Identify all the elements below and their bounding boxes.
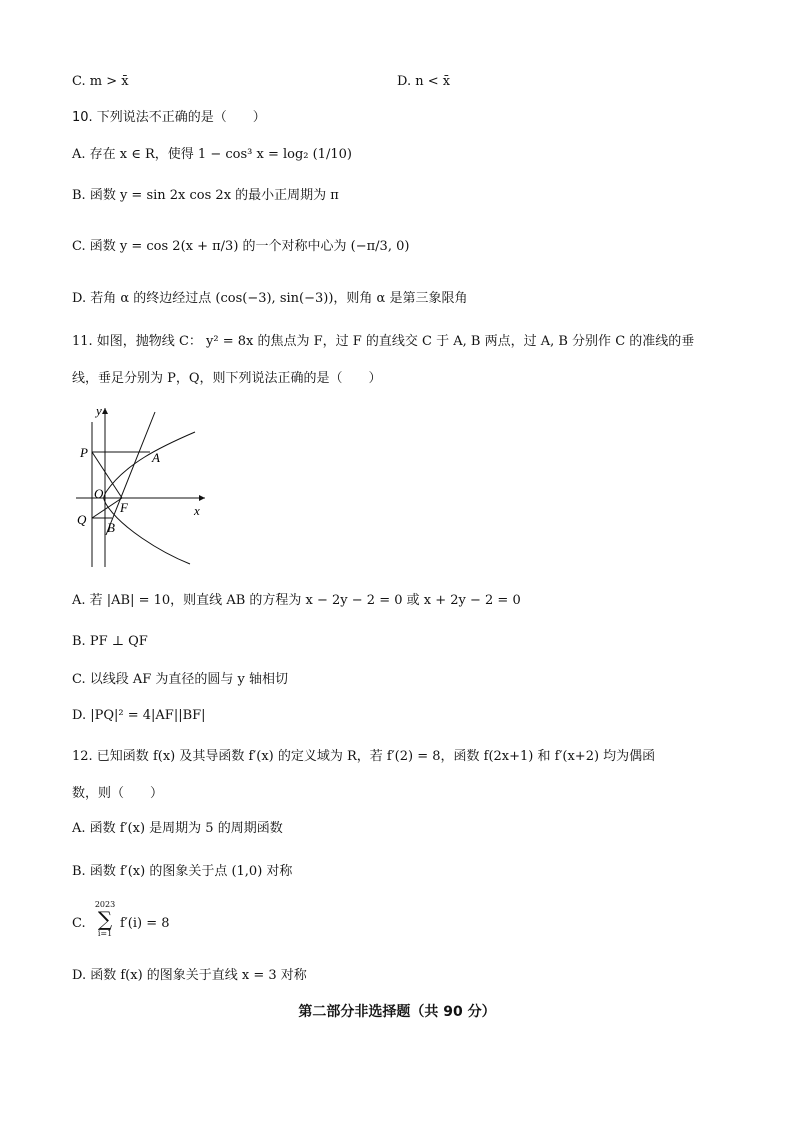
q10-option-a: A. 存在 x ∈ R，使得 1 − cos³ x = log₂ (1/10) xyxy=(72,147,352,162)
q12-option-c-prefix: C. xyxy=(72,916,86,931)
q10-option-b: B. 函数 y = sin 2x cos 2x 的最小正周期为 π xyxy=(72,188,339,203)
q10-stem: 10. 下列说法不正确的是（ ） xyxy=(72,110,266,125)
q9-option-d: D. n < x̄ xyxy=(397,74,451,89)
label-b: B xyxy=(107,520,115,535)
q11-option-a: A. 若 |AB| = 10，则直线 AB 的方程为 x − 2y − 2 = 0 或 x + 2y − 2 = 0 xyxy=(72,593,521,608)
parabola-figure xyxy=(70,402,220,572)
sum-lower-limit: i=1 xyxy=(97,929,113,938)
q10-option-c: C. 函数 y = cos 2(x + π/3) 的一个对称中心为 (−π/3, 0) xyxy=(72,239,410,254)
q11-option-b: B. PF ⊥ QF xyxy=(72,634,148,649)
q12-stem-line1: 12. 已知函数 f(x) 及其导函数 f′(x) 的定义域为 R，若 f′(2) = 8，函数 f(2x+1) 和 f′(x+2) 均为偶函 xyxy=(72,749,656,764)
q10-option-d: D. 若角 α 的终边经过点 (cos(−3), sin(−3))，则角 α 是第三象限角 xyxy=(72,291,468,306)
q12-option-a: A. 函数 f′(x) 是周期为 5 的周期函数 xyxy=(72,821,283,836)
label-f: F xyxy=(120,500,128,515)
label-x: x xyxy=(194,503,200,518)
label-q: Q xyxy=(77,512,87,527)
q12-stem-line2: 数，则（ ） xyxy=(72,786,164,801)
q12-option-d: D. 函数 f(x) 的图象关于直线 x = 3 对称 xyxy=(72,968,307,983)
q11-stem-line2: 线，垂足分别为 P，Q，则下列说法正确的是（ ） xyxy=(72,371,382,386)
segment-qf xyxy=(92,498,122,518)
chord-ab xyxy=(106,412,155,535)
q12-option-c-expr: f′(i) = 8 xyxy=(120,916,170,931)
label-o: O xyxy=(94,486,104,501)
q11-option-c: C. 以线段 AF 为直径的圆与 y 轴相切 xyxy=(72,672,289,687)
section-title: 第二部分非选择题（共 90 分） xyxy=(298,1004,496,1020)
q9-option-c: C. m > x̄ xyxy=(72,74,129,89)
q11-stem-line1: 11. 如图，抛物线 C： y² = 8x 的焦点为 F，过 F 的直线交 C 于 A, B 两点，过 A, B 分别作 C 的准线的垂 xyxy=(72,334,695,349)
sum-symbol: ∑ xyxy=(97,907,113,931)
label-p: P xyxy=(80,445,88,460)
q11-option-d: D. |PQ|² = 4|AF||BF| xyxy=(72,708,206,723)
summation-block xyxy=(94,900,116,938)
label-a: A xyxy=(152,450,160,465)
q12-option-b: B. 函数 f′(x) 的图象关于点 (1,0) 对称 xyxy=(72,864,293,879)
label-y: y xyxy=(96,403,102,418)
sum-upper-limit: 2023 xyxy=(94,900,116,909)
